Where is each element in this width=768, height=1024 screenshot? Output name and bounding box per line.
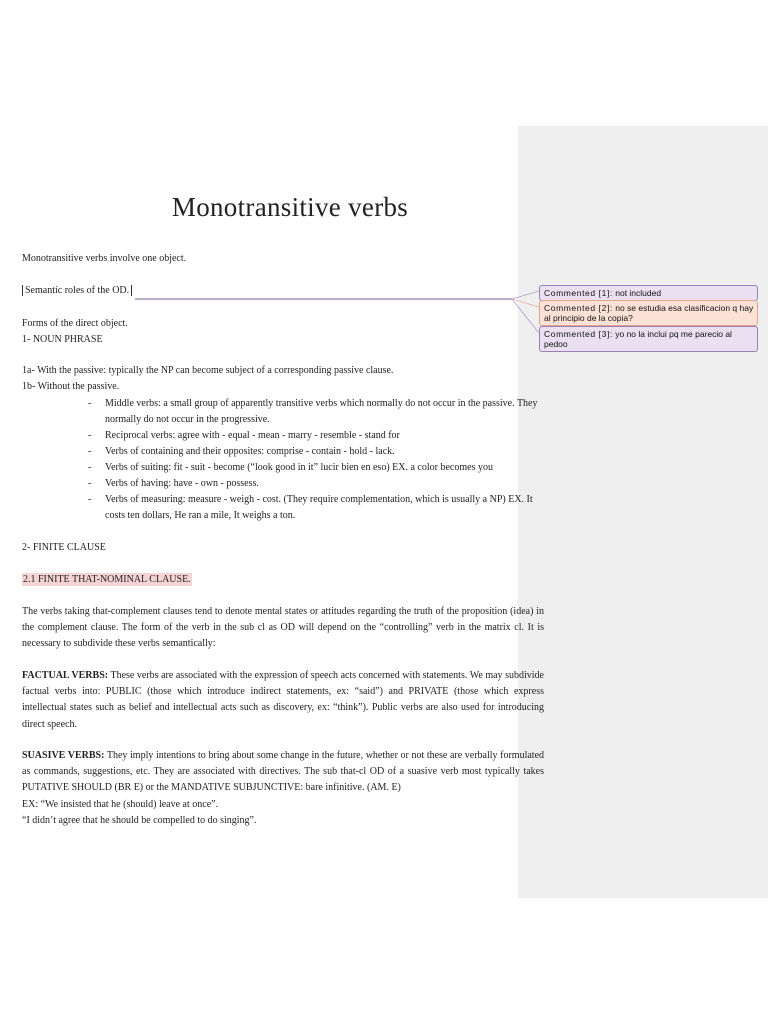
comment-text: no se estudia esa clasificacion q hay al principio de la copia? [544, 303, 754, 323]
factual-verbs-paragraph [22, 668, 544, 733]
document-title: Monotransitive verbs [171, 192, 409, 222]
noun-phrase-heading: 1- NOUN PHRASE [22, 334, 103, 345]
commented-text-range[interactable]: Semantic roles of the OD. [22, 285, 132, 296]
comment-author: Commented [3]: [544, 329, 613, 339]
bullet-marker: - [88, 494, 92, 505]
comment-3[interactable] [539, 326, 758, 352]
factual-verbs-text: These verbs are associated with the expression of speech acts concerned with statements. We may subdivide factual verbs into: PUBLIC (those which introduce indirect statements, ex: “said”) and PRIVATE (those which express intellectual states such as belief and intellectual acts such as discovery, ex: “think”). Public verbs are also used for introducing direct speech. [22, 670, 544, 730]
comment-author: Commented [2]: [544, 303, 613, 313]
factual-verbs-label: FACTUAL VERBS: [22, 670, 109, 681]
suasive-verbs-paragraph [22, 748, 544, 797]
bullet-marker: - [88, 446, 92, 457]
bullet-marker: - [88, 430, 92, 441]
semantic-roles-line[interactable] [22, 283, 132, 299]
bullet-marker: - [88, 462, 92, 473]
example-line-1: EX: “We insisted that he (should) leave at once”. [22, 799, 219, 810]
comment-2[interactable] [539, 300, 758, 326]
intro-text: Monotransitive verbs involve one object. [22, 253, 187, 264]
that-clause-paragraph: The verbs taking that-complement clauses tend to denote mental states or attitudes regarding the truth of the proposition (idea) in the complement clause. The form of the verb in the sub cl as OD will depend on the “controlling” verb in the matrix cl. It is necessary to subdivide these verbs semantically: [22, 606, 544, 650]
without-passive-text: 1b- Without the passive. [22, 381, 120, 392]
suasive-verbs-label: SUASIVE VERBS: [22, 750, 105, 761]
comment-author: Commented [1]: [544, 288, 613, 298]
highlighted-heading: 2.1 FINITE THAT-NOMINAL CLAUSE. [23, 574, 191, 585]
bullet-middle-verbs: Middle verbs: a small group of apparently transitive verbs which normally do not occur in the passive. They normally do not occur in the progressive. [105, 398, 538, 425]
bullet-suiting-verbs: Verbs of suiting: fit - suit - become (“look good in it” lucir bien en eso) EX. a color becomes you [105, 462, 493, 473]
that-nominal-heading [22, 572, 192, 588]
forms-heading: Forms of the direct object. [22, 318, 128, 329]
bullet-containing-verbs: Verbs of containing and their opposites: comprise - contain - hold - lack. [105, 446, 395, 457]
bullet-marker: - [88, 398, 92, 409]
comment-1[interactable] [539, 285, 758, 301]
bullet-measuring-verbs: Verbs of measuring: measure - weigh - cost. (They require complementation, which is usually a NP) EX. It costs ten dollars, He ran a mile, It weighs a ton. [105, 494, 533, 521]
comment-text: yo no la inclui pq me parecio al pedoo [544, 329, 732, 349]
finite-clause-heading: 2- FINITE CLAUSE [22, 542, 106, 553]
with-passive-text: 1a- With the passive: typically the NP can become subject of a corresponding passive clause. [22, 365, 394, 376]
bullet-marker: - [88, 478, 92, 489]
bullet-having-verbs: Verbs of having: have - own - possess. [105, 478, 259, 489]
comment-text: not included [612, 288, 662, 298]
bullet-reciprocal-verbs: Reciprocal verbs: agree with - equal - mean - marry - resemble - stand for [105, 430, 400, 441]
example-line-2: “I didn’t agree that he should be compelled to do singing”. [22, 815, 257, 826]
suasive-verbs-text: They imply intentions to bring about some change in the future, whether or not these are verbally formulated as commands, suggestions, etc. They are associated with directives. The sub that-cl OD of a suasive verb most typically takes PUTATIVE SHOULD (BR E) or the MANDATIVE SUBJUNCTIVE: bare infinitive. (AM. E) [22, 750, 545, 794]
